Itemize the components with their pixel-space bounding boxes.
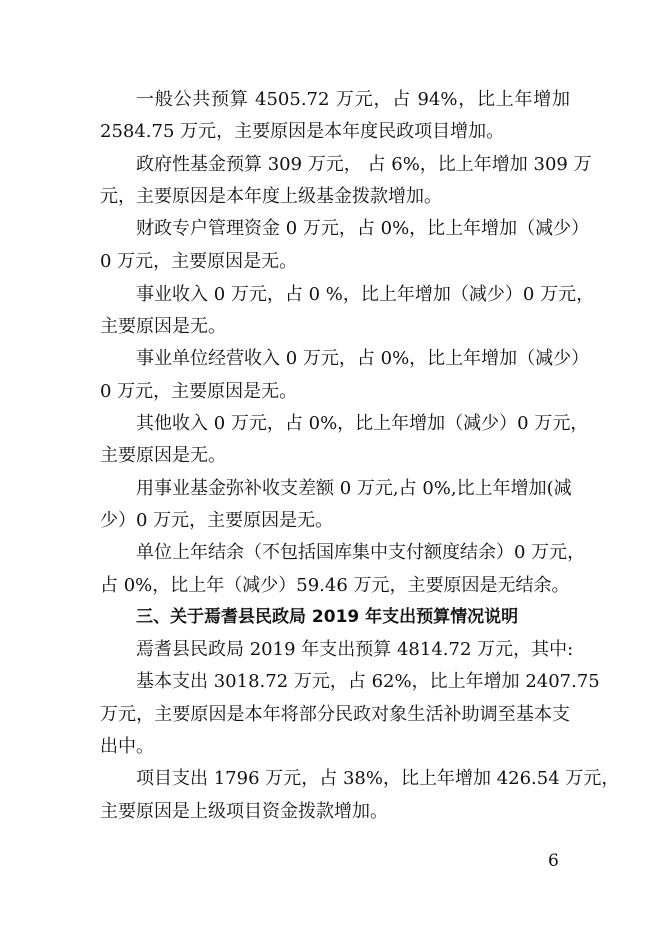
text-line: 其他收入 0 万元，占 0%，比上年增加（减少）0 万元， (136, 413, 589, 434)
text-line: 一般公共预算 4505.72 万元，占 94%，比上年增加 (136, 89, 570, 110)
text-line: 占 0%，比上年（减少）59.46 万元，主要原因是无结余。 (100, 575, 570, 596)
page-number: 6 (548, 851, 559, 871)
text-line: 元，主要原因是本年度上级基金拨款增加。 (100, 186, 442, 207)
text-line: 焉耆县民政局 2019 年支出预算 4814.72 万元，其中: (136, 639, 574, 660)
section-heading: 三、关于焉耆县民政局 2019 年支出预算情况说明 (136, 607, 519, 627)
text-line: 财政专户管理资金 0 万元，占 0%，比上年增加（减少） (136, 218, 590, 239)
text-line: 用事业基金弥补收支差额 0 万元,占 0%,比上年增加(减 (136, 478, 572, 499)
text-line: 0 万元，主要原因是无。 (100, 381, 298, 402)
text-line: 政府性基金预算 309 万元， 占 6%，比上年增加 309 万 (136, 154, 592, 175)
text-line: 少）0 万元，主要原因是无。 (100, 510, 334, 531)
text-line: 事业收入 0 万元，占 0 %，比上年增加（减少）0 万元， (136, 284, 595, 305)
text-line: 主要原因是无。 (100, 445, 226, 466)
text-line: 项目支出 1796 万元，占 38%，比上年增加 426.54 万元， (136, 768, 620, 789)
text-line: 基本支出 3018.72 万元，占 62%，比上年增加 2407.75 (136, 671, 600, 692)
text-line: 0 万元，主要原因是无。 (100, 251, 298, 272)
text-line: 万元，主要原因是本年将部分民政对象生活补助调至基本支 (100, 704, 570, 725)
text-line: 主要原因是无。 (100, 316, 226, 337)
text-line: 出中。 (100, 736, 154, 757)
text-line: 单位上年结余（不包括国库集中支付额度结余）0 万元， (136, 542, 586, 563)
text-line: 2584.75 万元，主要原因是本年度民政项目增加。 (100, 121, 505, 142)
text-line: 主要原因是上级项目资金拨款增加。 (100, 801, 388, 822)
text-line: 事业单位经营收入 0 万元，占 0%，比上年增加（减少） (136, 348, 590, 369)
